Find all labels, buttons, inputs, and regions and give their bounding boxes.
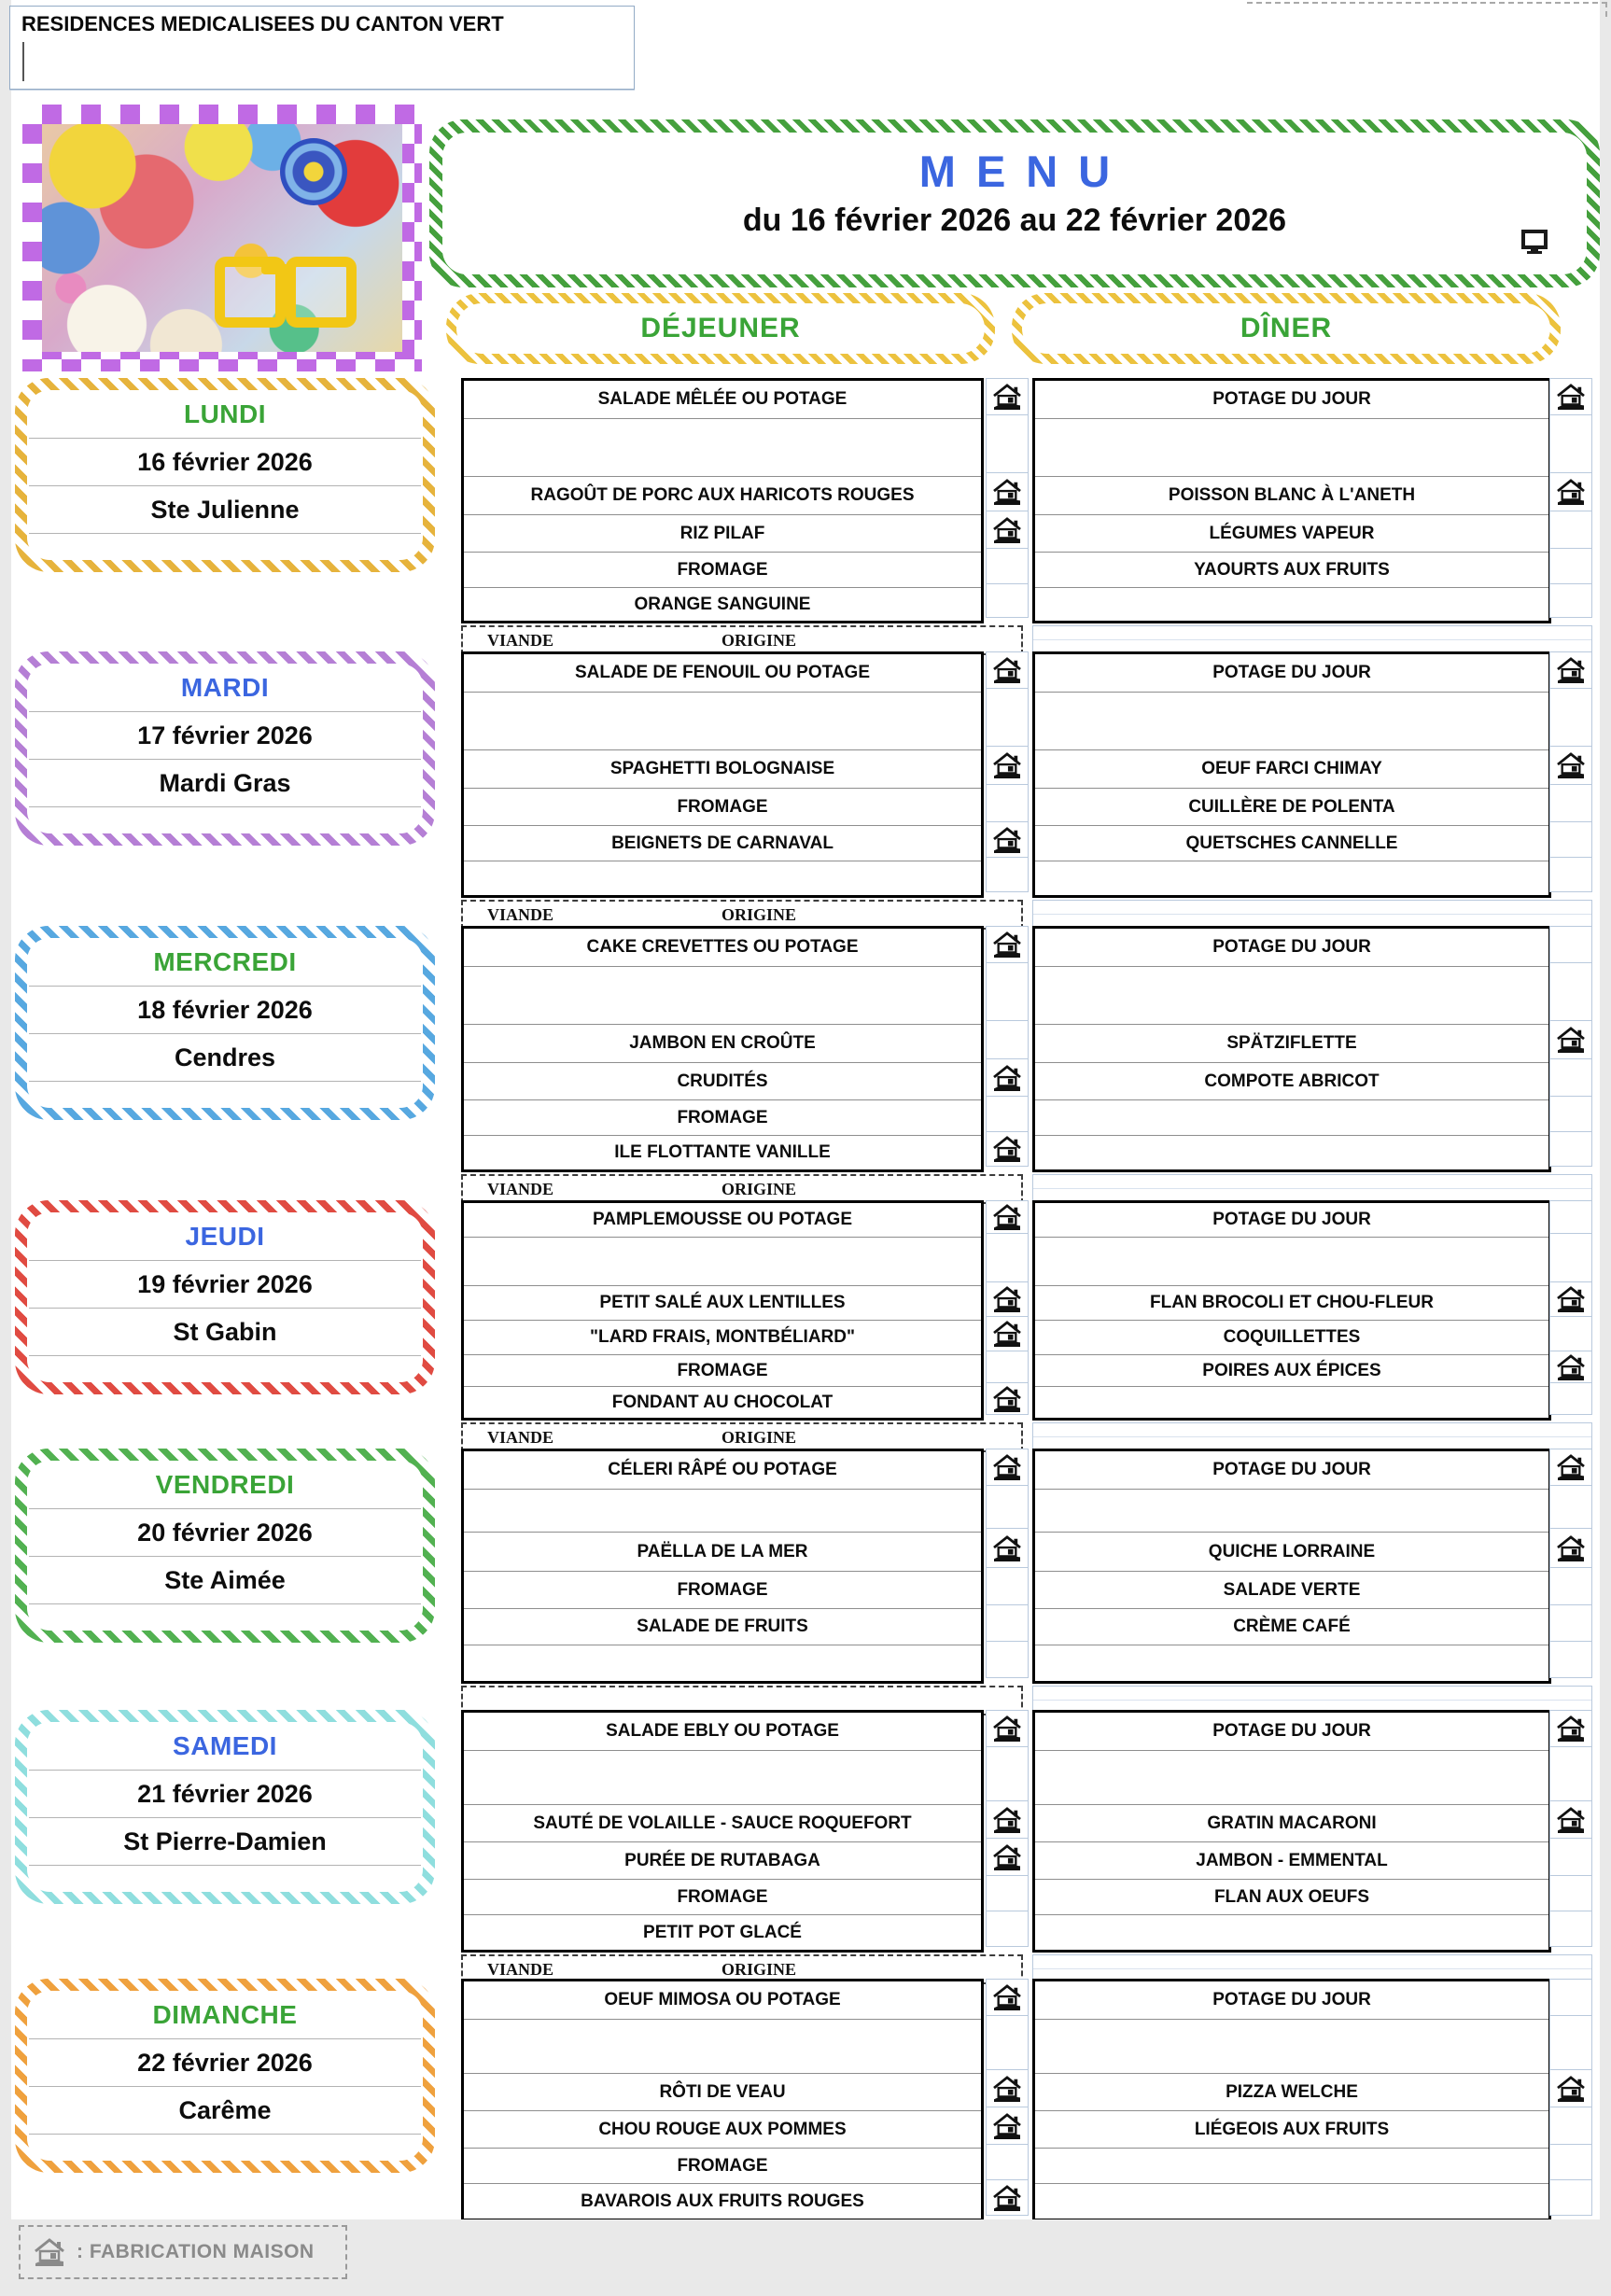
lunch-table [461,1449,984,1684]
menu-item: SAUTÉ DE VOLAILLE - SAUCE ROQUEFORT [464,1804,981,1841]
print-area-dashed-line [1247,2,1607,4]
house-icon [992,1321,1022,1347]
menu-empty-row [464,1237,981,1285]
day-date: 20 février 2026 [137,1518,313,1547]
icon-cell-empty [1549,549,1592,584]
homemade-legend [19,2225,347,2279]
house-icon [992,827,1022,853]
org-title: RESIDENCES MEDICALISEES DU CANTON VERT [21,12,504,35]
menu-item: FROMAGE [464,552,981,587]
menu-item: FLAN BROCOLI ET CHOU-FLEUR [1035,1285,1548,1320]
menu-item: OEUF FARCI CHIMAY [1035,749,1548,788]
dinner-header-label: DÎNER [1022,303,1550,354]
dinner-filler-row [1032,1422,1592,1450]
icon-cell-empty [1549,1979,1592,2016]
menu-item: JAMBON - EMMENTAL [1035,1841,1548,1879]
house-icon [992,752,1022,778]
menu-item: BAVAROIS AUX FRUITS ROUGES [464,2183,981,2219]
homemade-legend-label: : FABRICATION MAISON [77,2241,315,2262]
dinner-table [1032,378,1551,623]
dinner-icon-column [1549,378,1592,618]
dinner-column-header [1012,293,1561,364]
icon-cell-empty [986,1568,1029,1605]
menu-item: GRATIN MACARONI [1035,1804,1548,1841]
dinner-icon-column [1549,651,1592,892]
menu-item: CUILLÈRE DE POLENTA [1035,788,1548,825]
monitor-icon [1521,230,1548,254]
day-name: MERCREDI [153,946,297,976]
icon-cell-empty [1549,1911,1592,1947]
origin-label: ORIGINE [721,630,797,650]
menu-empty-row [1035,1645,1548,1681]
icon-cell-empty [986,1747,1029,1801]
homemade-house-icon-cell [986,1059,1029,1097]
icon-cell-empty [1549,785,1592,822]
house-icon [992,1065,1022,1091]
homemade-house-icon-cell [1549,378,1592,415]
menu-item: CAKE CREVETTES OU POTAGE [586,937,859,957]
menu-empty-row [1035,861,1548,895]
house-icon [992,2076,1022,2102]
homemade-house-icon-cell [986,2107,1029,2145]
menu-item: POTAGE DU JOUR [1212,1460,1371,1479]
lunch-icon-column [986,1710,1029,1947]
house-icon [1556,752,1586,778]
menu-empty-row [1035,2019,1548,2073]
icon-cell-empty [986,584,1029,618]
homemade-house-icon-cell [986,926,1029,963]
menu-item: COMPOTE ABRICOT [1035,1062,1548,1099]
menu-title: MENU [918,147,1131,196]
menu-empty-row [1035,1099,1548,1135]
menu-item: ORANGE SANGUINE [464,587,981,621]
house-icon [1556,1454,1586,1480]
menu-item: POISSON BLANC À L'ANETH [1035,476,1548,514]
icon-cell-empty [986,1486,1029,1529]
homemade-house-icon-cell [986,1282,1029,1317]
icon-cell-empty [1549,1383,1592,1415]
icon-cell-empty [1549,584,1592,618]
icon-cell-empty [986,963,1029,1021]
day-card [15,1449,435,1643]
lunch-column-header [446,293,995,364]
dinner-filler-row [1032,1174,1592,1202]
house-icon [1556,2076,1586,2102]
org-title-box[interactable] [9,6,635,90]
day-card-blank-row [29,1604,421,1631]
menu-item: PETIT POT GLACÉ [464,1914,981,1950]
homemade-house-icon-cell [986,1710,1029,1747]
house-icon [992,2113,1022,2139]
menu-item: PETIT SALÉ AUX LENTILLES [464,1285,981,1320]
menu-item: RÔTI DE VEAU [464,2073,981,2110]
homemade-house-icon-cell [986,1839,1029,1876]
dinner-table [1032,1449,1551,1684]
icon-cell-empty [1549,415,1592,473]
menu-empty-row [1035,966,1548,1024]
menu-item: FLAN AUX OEUFS [1035,1879,1548,1914]
homemade-house-icon-cell [986,651,1029,689]
day-card [15,1200,435,1394]
menu-item: SPAGHETTI BOLOGNAISE [464,749,981,788]
icon-cell-empty [1549,822,1592,858]
homemade-house-icon-cell [986,1979,1029,2016]
menu-item: FROMAGE [464,1571,981,1608]
lunch-table [461,926,984,1172]
menu-item: POTAGE DU JOUR [1212,937,1371,957]
menu-item: SALADE DE FRUITS [464,1608,981,1645]
house-icon [1556,1535,1586,1561]
lunch-icon-column [986,1200,1029,1415]
menu-item: SALADE DE FENOUIL OU POTAGE [575,663,870,682]
house-icon [1556,1715,1586,1742]
dinner-table [1032,926,1551,1172]
house-icon [34,2238,65,2266]
menu-empty-row [1035,418,1548,476]
icon-cell-empty [1549,926,1592,963]
house-icon [992,931,1022,958]
house-icon [992,1204,1022,1230]
icon-cell-empty [986,1097,1029,1132]
homemade-house-icon-cell [986,511,1029,549]
day-card [15,926,435,1120]
house-icon [992,2185,1022,2211]
icon-cell-empty [1549,1097,1592,1132]
menu-item: POTAGE DU JOUR [1212,1210,1371,1229]
menu-item: PURÉE DE RUTABAGA [464,1841,981,1879]
day-saint: Cendres [174,1043,276,1071]
menu-item: CRUDITÉS [464,1062,981,1099]
dinner-table [1032,1710,1551,1953]
day-date: 16 février 2026 [137,447,313,476]
homemade-house-icon-cell [1549,473,1592,511]
lunch-header-label: DÉJEUNER [456,303,985,354]
day-name: JEUDI [185,1221,265,1251]
house-icon [992,1136,1022,1162]
meat-label: VIANDE [487,904,554,924]
homemade-house-icon-cell [986,1383,1029,1415]
meat-label: VIANDE [487,1427,554,1447]
icon-cell-empty [986,858,1029,892]
menu-item: POTAGE DU JOUR [1212,1721,1371,1741]
lunch-icon-column [986,1979,1029,2216]
homemade-house-icon-cell [986,1317,1029,1351]
day-date: 19 février 2026 [137,1269,313,1298]
menu-empty-row [464,418,981,476]
menu-item: FROMAGE [464,788,981,825]
day-saint: Carême [178,2095,272,2124]
day-saint: Ste Aimée [164,1565,286,1594]
homemade-house-icon-cell [986,1801,1029,1839]
day-card-blank-row [29,2135,421,2161]
lunch-icon-column [986,1449,1029,1678]
day-name: MARDI [180,672,270,702]
house-icon [1556,479,1586,505]
homemade-house-icon-cell [1549,1801,1592,1839]
menu-item: FROMAGE [464,1879,981,1914]
menu-item: OEUF MIMOSA OU POTAGE [604,1990,841,2009]
day-name: SAMEDI [173,1730,277,1760]
icon-cell-empty [1549,963,1592,1021]
day-card-blank-row [29,807,421,833]
menu-item: SALADE VERTE [1035,1571,1548,1608]
day-saint: Ste Julienne [150,495,300,524]
day-card-blank-row [29,1082,421,1108]
lunch-table [461,1979,984,2221]
homemade-house-icon-cell [1549,1529,1592,1568]
menu-item: QUETSCHES CANNELLE [1035,825,1548,861]
menu-item: FROMAGE [464,1099,981,1135]
menu-item: CÉLERI RÂPÉ OU POTAGE [608,1460,837,1479]
dinner-filler-row [1032,900,1592,928]
icon-cell-empty [1549,2016,1592,2070]
menu-item: LIÉGEOIS AUX FRUITS [1035,2110,1548,2148]
icon-cell-empty [1549,1486,1592,1529]
homemade-house-icon-cell [1549,747,1592,785]
homemade-house-icon-cell [1549,1351,1592,1383]
icon-cell-empty [1549,1200,1592,1234]
dinner-table [1032,651,1551,898]
meat-label: VIANDE [487,1179,554,1198]
origin-label: ORIGINE [721,1179,797,1198]
dinner-table [1032,1979,1551,2221]
menu-item: SALADE MÊLÉE OU POTAGE [597,389,848,409]
icon-cell-empty [1549,1839,1592,1876]
house-icon [992,517,1022,543]
party-horn-spiral [280,138,347,205]
menu-empty-row [1035,587,1548,621]
menu-item: POTAGE DU JOUR [1212,1990,1371,2009]
house-icon [992,1386,1022,1412]
icon-cell-empty [986,689,1029,747]
menu-empty-row [464,861,981,895]
meat-label: VIANDE [487,630,554,650]
house-icon [1556,657,1586,683]
house-icon [992,1807,1022,1833]
menu-item: SALADE EBLY OU POTAGE [606,1721,839,1741]
homemade-house-icon-cell [1549,1282,1592,1317]
menu-item: YAOURTS AUX FRUITS [1035,552,1548,587]
homemade-house-icon-cell [986,378,1029,415]
homemade-house-icon-cell [986,747,1029,785]
icon-cell-empty [1549,511,1592,549]
menu-item: CHOU ROUGE AUX POMMES [464,2110,981,2148]
icon-cell-empty [986,2145,1029,2180]
icon-cell-empty [986,415,1029,473]
menu-date-range: du 16 février 2026 au 22 février 2026 [742,203,1287,238]
menu-empty-row [464,2019,981,2073]
origin-label: ORIGINE [721,1427,797,1447]
icon-cell-empty [986,1605,1029,1642]
menu-item: SPÄTZIFLETTE [1035,1024,1548,1062]
menu-item: FONDANT AU CHOCOLAT [464,1386,981,1418]
homemade-house-icon-cell [986,822,1029,858]
icon-cell-empty [1549,2107,1592,2145]
day-date: 22 février 2026 [137,2048,313,2077]
menu-item: CRÈME CAFÉ [1035,1608,1548,1645]
homemade-house-icon-cell [986,1529,1029,1568]
lunch-icon-column [986,926,1029,1167]
menu-empty-row [1035,692,1548,749]
menu-empty-row [464,1645,981,1681]
house-icon [992,657,1022,683]
icon-cell-empty [1549,1568,1592,1605]
menu-item: BEIGNETS DE CARNAVAL [464,825,981,861]
lunch-icon-column [986,378,1029,618]
house-icon [992,384,1022,410]
house-icon [992,1844,1022,1870]
homemade-house-icon-cell [986,473,1029,511]
carnival-photo [22,105,422,371]
menu-item: FROMAGE [464,2148,981,2183]
menu-item: PAMPLEMOUSSE OU POTAGE [593,1210,852,1229]
menu-empty-row [1035,1489,1548,1532]
print-area-dashed-corner [1605,2,1607,17]
menu-empty-row [464,692,981,749]
day-date: 17 février 2026 [137,721,313,749]
homemade-house-icon-cell [1549,1021,1592,1059]
icon-cell-empty [1549,2180,1592,2216]
day-date: 21 février 2026 [137,1779,313,1808]
menu-item: POIRES AUX ÉPICES [1035,1354,1548,1386]
icon-cell-empty [986,1351,1029,1383]
menu-empty-row [1035,1386,1548,1418]
icon-cell-empty [1549,1234,1592,1282]
house-icon [1556,1807,1586,1833]
origin-label: ORIGINE [721,1959,797,1979]
homemade-house-icon-cell [986,1200,1029,1234]
menu-item: ILE FLOTTANTE VANILLE [464,1135,981,1169]
day-card-blank-row [29,534,421,560]
menu-item: PAËLLA DE LA MER [464,1532,981,1571]
day-date: 18 février 2026 [137,995,313,1024]
meat-label: VIANDE [487,1959,554,1979]
carnival-photo-image [42,124,402,352]
day-card-blank-row [29,1356,421,1382]
day-name: DIMANCHE [152,1999,298,2029]
icon-cell-empty [986,1911,1029,1947]
icon-cell-empty [1549,1747,1592,1801]
house-icon [1556,1027,1586,1053]
menu-item: LÉGUMES VAPEUR [1035,514,1548,552]
lunch-table [461,1710,984,1953]
lunch-icon-column [986,651,1029,892]
icon-cell-empty [1549,1132,1592,1167]
menu-empty-row [1035,2148,1548,2183]
icon-cell-empty [986,2016,1029,2070]
house-icon [992,1535,1022,1561]
homemade-house-icon-cell [1549,1710,1592,1747]
dinner-filler-row [1032,625,1592,653]
origin-label: ORIGINE [721,904,797,924]
menu-item: RAGOÛT DE PORC AUX HARICOTS ROUGES [464,476,981,514]
menu-empty-row [1035,1750,1548,1804]
party-glasses [215,257,355,315]
text-cursor [22,42,24,81]
house-icon [992,479,1022,505]
homemade-house-icon-cell [1549,2070,1592,2107]
icon-cell-empty [1549,689,1592,747]
icon-cell-empty [986,785,1029,822]
house-icon [992,1984,1022,2010]
day-card [15,651,435,846]
menu-empty-row [464,966,981,1024]
menu-banner [429,119,1600,287]
icon-cell-empty [1549,858,1592,892]
icon-cell-empty [986,1021,1029,1059]
dinner-table [1032,1200,1551,1421]
icon-cell-empty [1549,1059,1592,1097]
house-icon [1556,1286,1586,1312]
icon-cell-empty [986,549,1029,584]
homemade-house-icon-cell [986,1132,1029,1167]
icon-cell-empty [986,1642,1029,1678]
house-icon [1556,1354,1586,1380]
house-icon [992,1715,1022,1742]
menu-item: PIZZA WELCHE [1035,2073,1548,2110]
day-card [15,378,435,572]
icon-cell-empty [986,1876,1029,1911]
icon-cell-empty [986,1234,1029,1282]
menu-empty-row [464,1750,981,1804]
homemade-house-icon-cell [1549,651,1592,689]
icon-cell-empty [1549,1317,1592,1351]
menu-item: FROMAGE [464,1354,981,1386]
icon-cell-empty [1549,2145,1592,2180]
homemade-house-icon-cell [986,1449,1029,1486]
icon-cell-empty [1549,1642,1592,1678]
day-saint: St Pierre-Damien [123,1827,327,1855]
menu-empty-row [1035,1237,1548,1285]
day-name: LUNDI [183,399,267,428]
lunch-table [461,651,984,898]
menu-empty-row [464,1489,981,1532]
house-icon [992,1286,1022,1312]
menu-empty-row [1035,2183,1548,2219]
lunch-table [461,1200,984,1421]
dinner-icon-column [1549,1710,1592,1947]
menu-item: RIZ PILAF [464,514,981,552]
menu-item: QUICHE LORRAINE [1035,1532,1548,1571]
day-card [15,1710,435,1904]
menu-item: "LARD FRAIS, MONTBÉLIARD" [464,1320,981,1354]
dinner-icon-column [1549,926,1592,1167]
menu-empty-row [1035,1135,1548,1169]
house-icon [1556,384,1586,410]
day-card [15,1979,435,2173]
lunch-table [461,378,984,623]
dinner-icon-column [1549,1449,1592,1678]
menu-empty-row [1035,1914,1548,1950]
icon-cell-empty [1549,1876,1592,1911]
homemade-house-icon-cell [986,2070,1029,2107]
icon-cell-empty [1549,1605,1592,1642]
dinner-icon-column [1549,1979,1592,2216]
menu-item: JAMBON EN CROÛTE [464,1024,981,1062]
menu-item: COQUILLETTES [1035,1320,1548,1354]
house-icon [992,1454,1022,1480]
dinner-icon-column [1549,1200,1592,1415]
homemade-house-icon-cell [986,2180,1029,2216]
day-saint: St Gabin [173,1317,277,1346]
day-card-blank-row [29,1866,421,1892]
menu-item: POTAGE DU JOUR [1212,389,1371,409]
day-name: VENDREDI [155,1469,295,1499]
menu-item: POTAGE DU JOUR [1212,663,1371,682]
day-saint: Mardi Gras [159,768,291,797]
homemade-house-icon-cell [1549,1449,1592,1486]
